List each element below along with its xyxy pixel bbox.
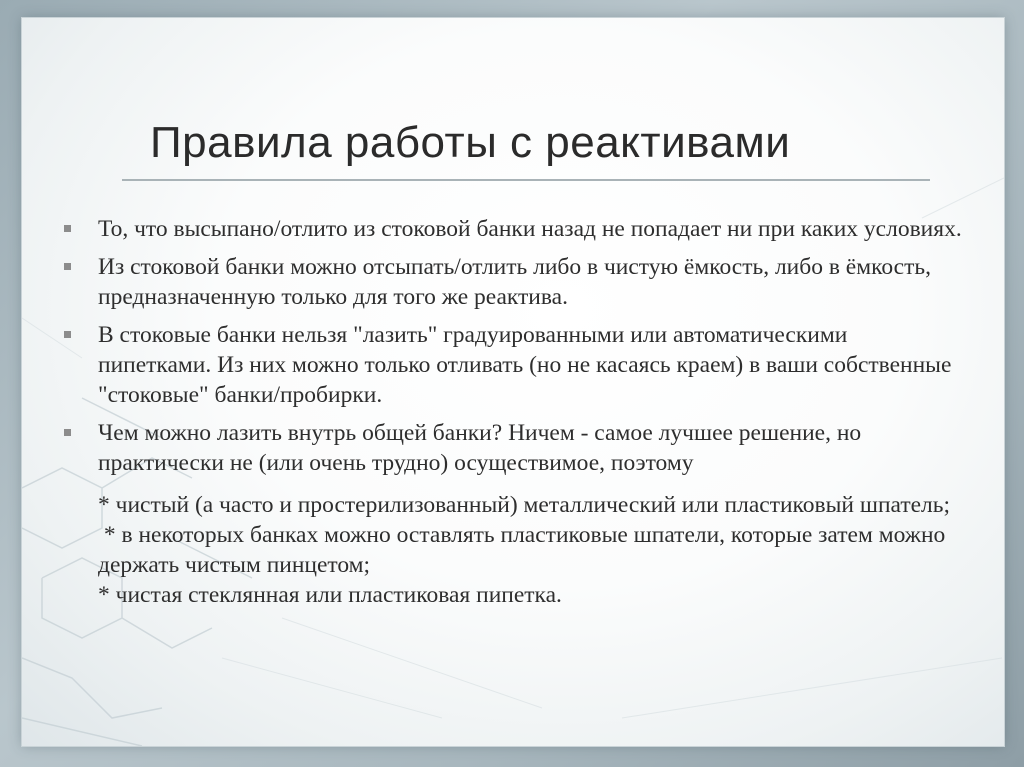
square-bullet-icon [64, 263, 71, 270]
bullet-text: В стоковые банки нельзя "лазить" градуированными или автоматическими пипетками. Из них можно только отливать (но не касаясь краем) в ваши собственные "стоковые" банки/пробирки. [98, 322, 952, 408]
slide [22, 18, 1004, 746]
bullet-item [64, 418, 964, 478]
slide-title: Правила работы с реактивами [150, 118, 791, 167]
sub-item: * в некоторых банках можно оставлять пластиковые шпатели, которые затем можно держать чистым пинцетом; [98, 522, 952, 578]
sub-item: * чистая стеклянная или пластиковая пипетка. [98, 582, 562, 608]
sub-item: * чистый (а часто и простерилизованный) металлический или пластиковый шпатель; [98, 492, 951, 518]
square-bullet-icon [64, 225, 71, 232]
slide-content [64, 214, 964, 610]
bullet-item [64, 214, 964, 244]
bullet-text: Чем можно лазить внутрь общей банки? Ничем - самое лучшее решение, но практически не (или очень трудно) осуществимое, поэтому [98, 420, 862, 476]
bullet-text: То, что высыпано/отлито из стоковой банки назад не попадает ни при каких условиях. [98, 216, 962, 242]
bullet-text: Из стоковой банки можно отсыпать/отлить либо в чистую ёмкость, либо в ёмкость, предназначенную только для того же реактива. [98, 254, 931, 310]
square-bullet-icon [64, 429, 71, 436]
title-divider [122, 179, 930, 181]
square-bullet-icon [64, 331, 71, 338]
bullet-item [64, 320, 964, 410]
bullet-item [64, 252, 964, 312]
